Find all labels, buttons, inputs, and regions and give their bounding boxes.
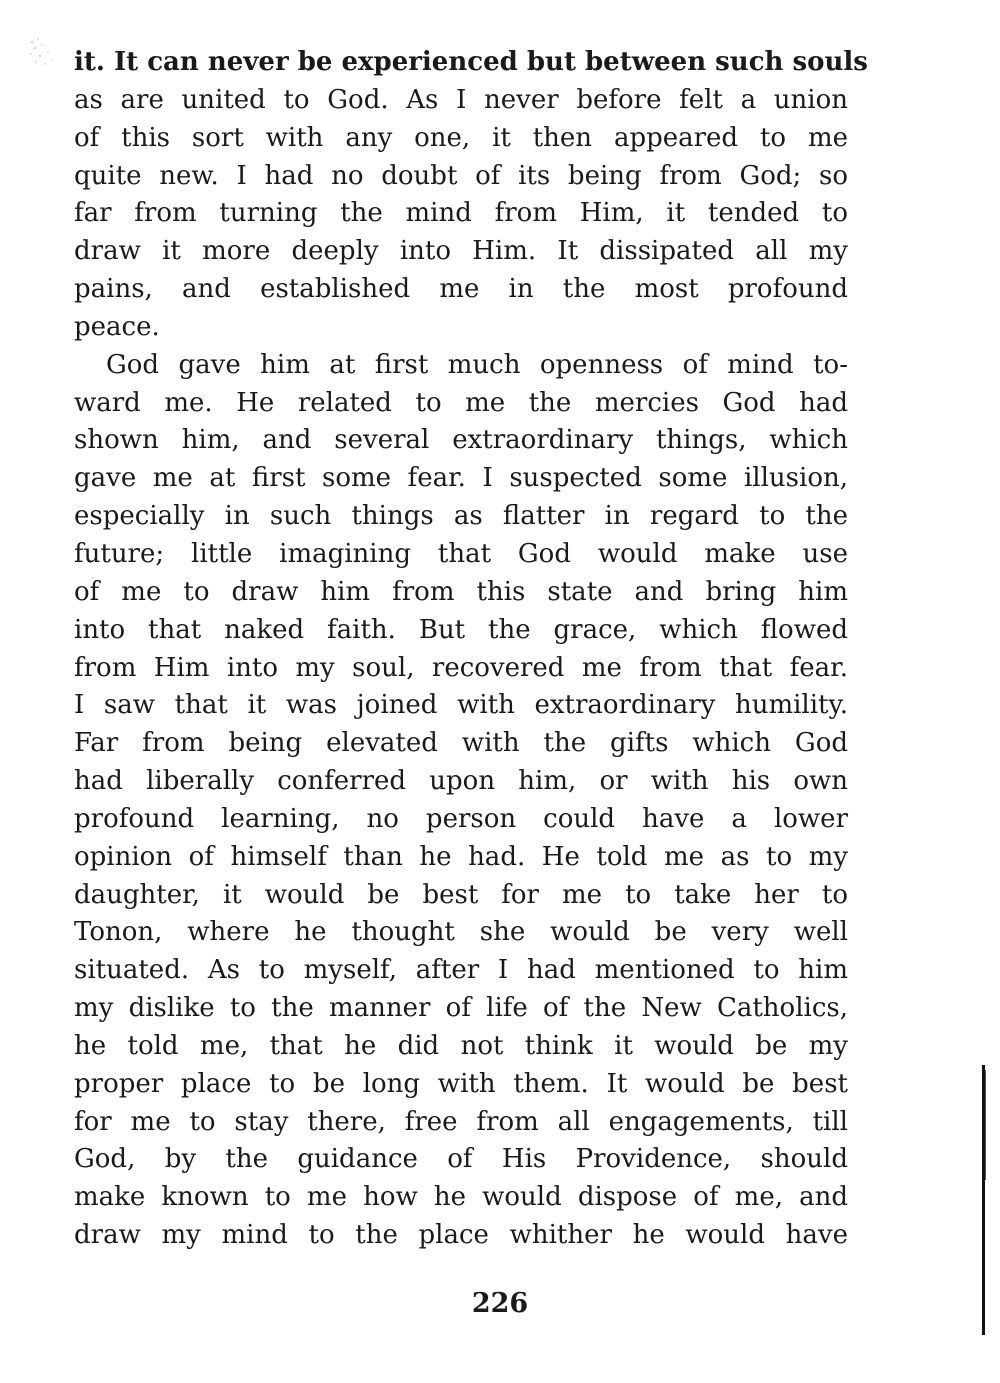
scan-edge-mark-thin <box>985 1070 986 1180</box>
text-line: future; little imagining that God would make use <box>74 538 848 569</box>
text-line: daughter, it would be best for me to take her to <box>74 879 848 910</box>
text-line: make known to me how he would dispose of me, and <box>74 1182 848 1213</box>
text-line: draw my mind to the place whither he would have <box>74 1220 848 1251</box>
text-line: especially in such things as flatter in regard to the <box>74 501 848 532</box>
text-line: ward me. He related to me the mercies God had <box>74 387 848 418</box>
text-line: far from turning the mind from Him, it tended to <box>74 198 848 229</box>
body-text <box>74 44 868 1255</box>
text-line: of me to draw him from this state and bring him <box>74 576 848 607</box>
text-line: for me to stay there, free from all engagements, till <box>74 1106 848 1137</box>
scan-specks <box>28 36 58 76</box>
text-line: my dislike to the manner of life of the New Catholics, <box>74 993 848 1024</box>
text-line: from Him into my soul, recovered me from that fear. <box>74 652 848 683</box>
text-line: he told me, that he did not think it would be my <box>74 1030 848 1061</box>
text-line: I saw that it was joined with extraordinary humility. <box>74 690 848 721</box>
text-line: situated. As to myself, after I had mentioned to him <box>74 955 848 986</box>
text-line: profound learning, no person could have a lower <box>74 803 848 834</box>
text-line: proper place to be long with them. It would be best <box>74 1068 848 1099</box>
text-line: as are united to God. As I never before felt a union <box>74 84 848 115</box>
text-line: God, by the guidance of His Providence, should <box>74 1144 848 1175</box>
text-line: it. It can never be experienced but between such souls <box>74 47 868 77</box>
text-line: peace. <box>74 311 160 342</box>
text-line: gave me at first some fear. I suspected some illusion, <box>74 463 848 494</box>
text-line: draw it more deeply into Him. It dissipated all my <box>74 236 848 267</box>
text-line: Tonon, where he thought she would be very well <box>74 917 848 948</box>
text-line: shown him, and several extraordinary things, which <box>74 425 848 456</box>
text-line: of this sort with any one, it then appeared to me <box>74 122 848 153</box>
paragraph-first-line: God gave him at first much openness of mind to- <box>106 349 848 380</box>
text-line: quite new. I had no doubt of its being from God; so <box>74 160 848 191</box>
text-line: pains, and established me in the most profound <box>74 274 848 305</box>
text-line: Far from being elevated with the gifts which God <box>74 728 848 759</box>
text-line: opinion of himself than he had. He told me as to my <box>74 841 848 872</box>
text-line: had liberally conferred upon him, or with his own <box>74 766 848 797</box>
page-number: 226 <box>471 1288 529 1319</box>
text-line: into that naked faith. But the grace, which flowed <box>74 614 848 645</box>
